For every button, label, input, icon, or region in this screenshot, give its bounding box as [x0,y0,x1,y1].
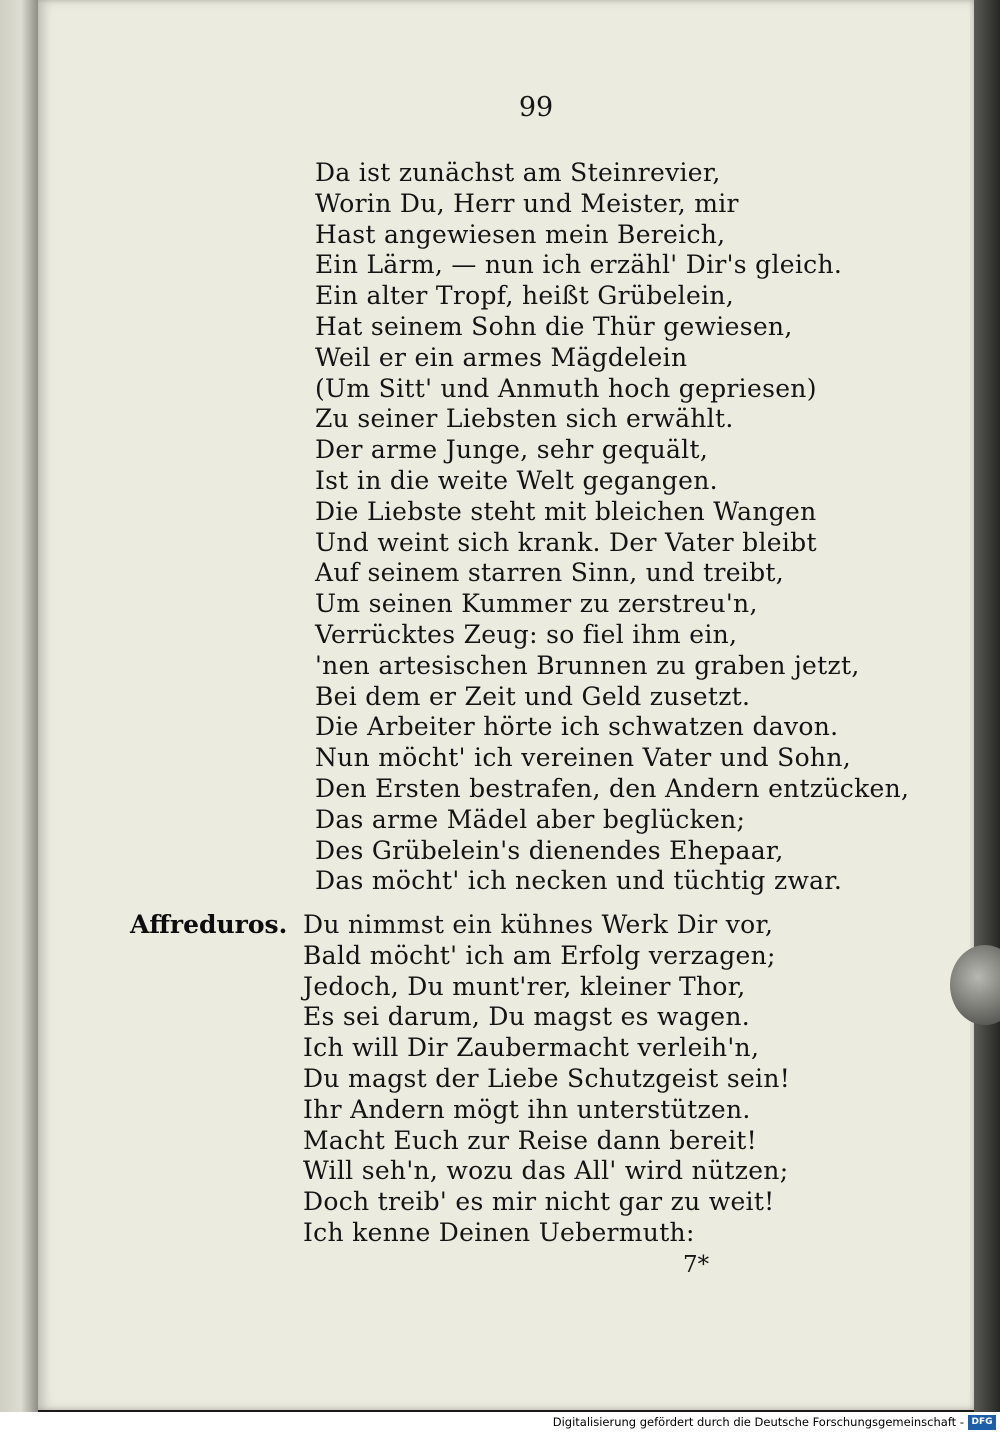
verse-line: Des Grübelein's dienendes Ehepaar, [315,835,784,865]
page-number: 99 [518,92,554,123]
verse-line: Ich kenne Deinen Uebermuth: [303,1218,695,1247]
verse-line: Es sei darum, Du magst es wagen. [303,1002,751,1032]
footer-credit: Digitalisierung gefördert durch die Deutsche Forschungsgemeinschaft - [552,1415,964,1429]
verse-line: (Um Sitt' und Anmuth hoch gepriesen) [315,373,817,403]
speaker-name: Affreduros. [130,910,288,939]
verse-line: Ihr Andern mögt ihn unterstützen. [303,1094,751,1124]
verse-line: Worin Du, Herr und Meister, mir [315,188,739,218]
verse-line: Doch treib' es mir nicht gar zu weit! [303,1187,775,1217]
book-page [38,0,974,1410]
left-page-edge [0,0,38,1412]
verse-line: 'nen artesischen Brunnen zu graben jetzt, [315,650,860,680]
verse-line: Nun möcht' ich vereinen Vater und Sohn, [315,743,851,773]
verse-line: Weil er ein armes Mägdelein [315,342,688,372]
verse-line: Hat seinem Sohn die Thür gewiesen, [315,312,793,341]
verse-line: Die Arbeiter hörte ich schwatzen davon. [315,712,839,742]
verse-line: Du magst der Liebe Schutzgeist sein! [303,1064,791,1093]
verse-line: Das möcht' ich necken und tüchtig zwar. [315,866,843,896]
verse-line: Der arme Junge, sehr gequält, [315,435,709,465]
verse-line: Die Liebste steht mit bleichen Wangen [315,496,817,526]
right-scan-edge [974,0,1000,1412]
verse-line: Bei dem er Zeit und Geld zusetzt. [315,681,751,711]
verse-line: Macht Euch zur Reise dann bereit! [303,1125,757,1155]
verse-line: Zu seiner Liebsten sich erwählt. [315,404,734,434]
verse-line: Bald möcht' ich am Erfolg verzagen; [303,940,776,970]
verse-line: Verrücktes Zeug: so fiel ihm ein, [315,620,738,649]
verse-line: Auf seinem starren Sinn, und treibt, [315,558,785,588]
verse-line: Will seh'n, wozu das All' wird nützen; [303,1156,789,1186]
verse-line: Ein alter Tropf, heißt Grübelein, [315,281,735,311]
signature-mark: 7* [683,1252,710,1278]
verse-line: Und weint sich krank. Der Vater bleibt [315,527,817,557]
verse-line: Ein Lärm, — nun ich erzähl' Dir's gleich. [315,250,843,280]
dfg-logo: DFG [968,1415,996,1430]
footer-bar [0,1412,1000,1434]
verse-line: Das arme Mädel aber beglücken; [315,804,746,834]
verse-line: Da ist zunächst am Steinrevier, [315,158,721,187]
verse-line: Du nimmst ein kühnes Werk Dir vor, [303,910,774,939]
verse-line: Den Ersten bestrafen, den Andern entzücken, [315,774,910,803]
verse-line: Ist in die weite Welt gegangen. [315,466,718,495]
verse-line: Hast angewiesen mein Bereich, [315,219,726,249]
verse-line: Ich will Dir Zaubermacht verleih'n, [303,1033,760,1063]
verse-line: Jedoch, Du munt'rer, kleiner Thor, [303,971,746,1001]
verse-line: Um seinen Kummer zu zerstreu'n, [315,589,758,619]
